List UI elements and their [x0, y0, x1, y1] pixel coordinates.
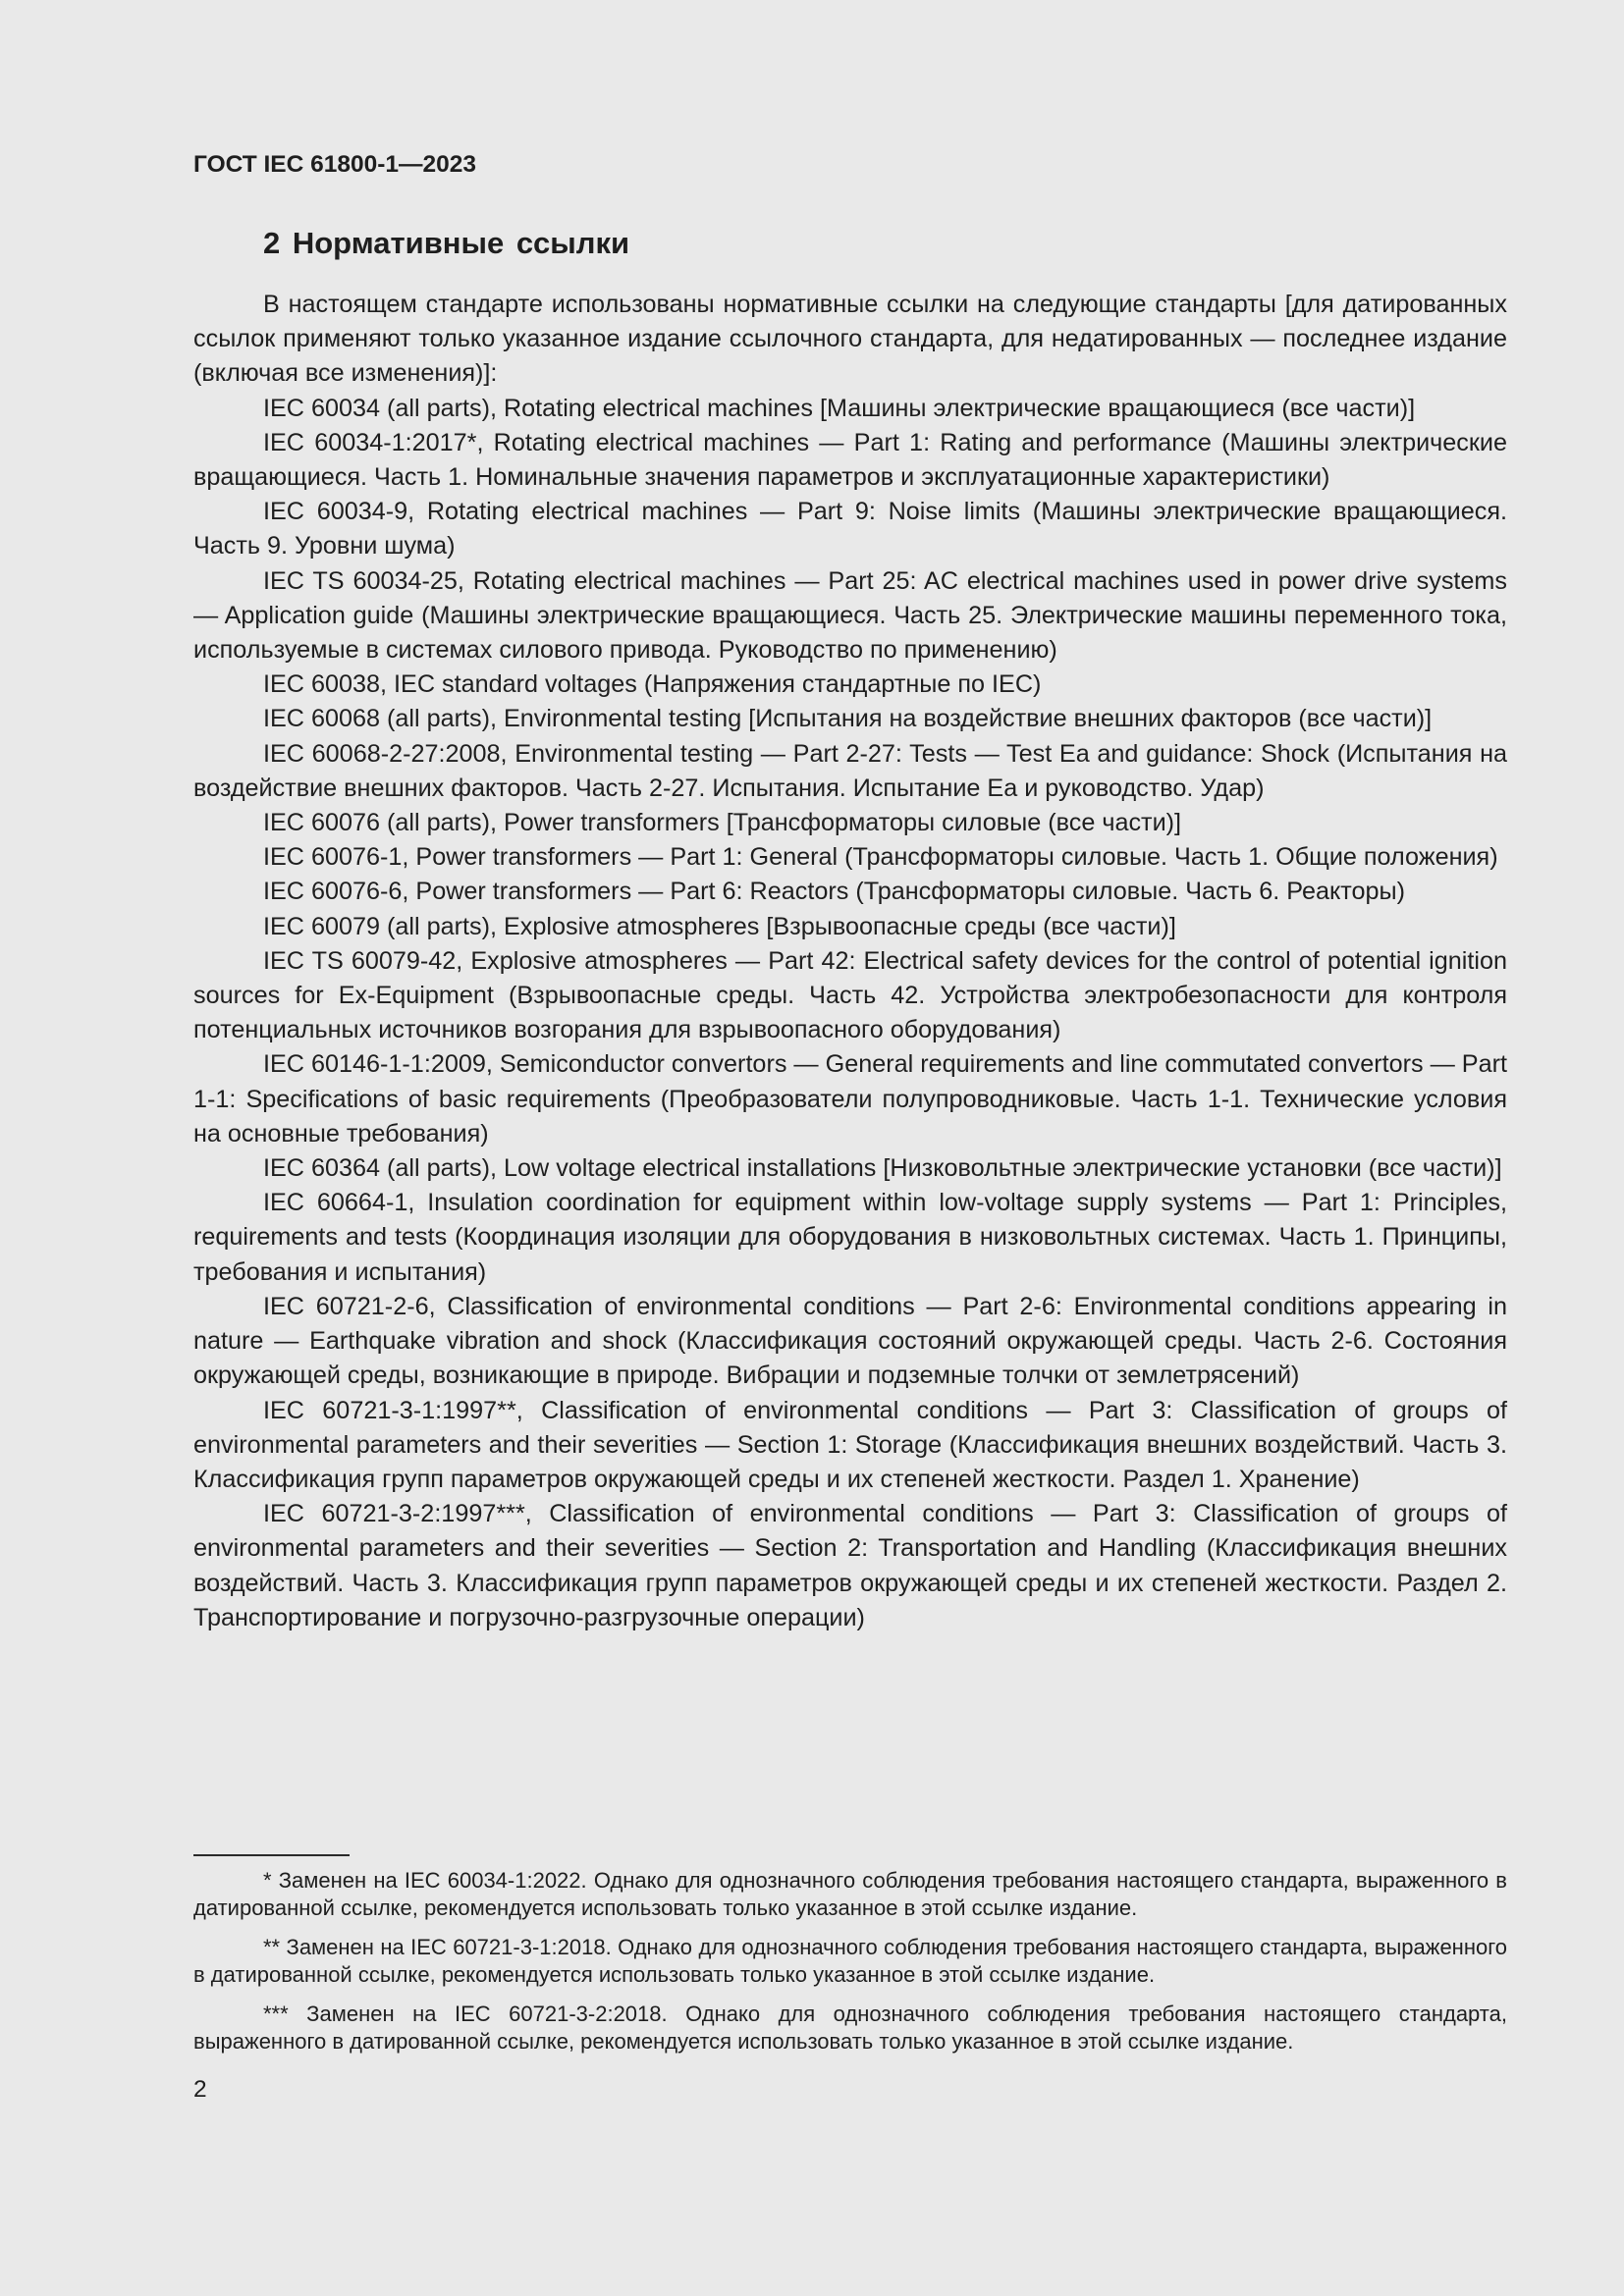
normative-references-body [193, 288, 1507, 1635]
section-title: 2 Нормативные ссылки [263, 226, 630, 260]
footnote-divider [193, 1854, 350, 1856]
reference-item: IEC 60721-3-1:1997**, Classification of environmental conditions — Part 3: Classification of groups of environmental parameters and their severities — Section 1: Storage (Классификация внешних воздействий. Часть 3. Классификация групп параметров окружающей среды и их степеней жесткости. Раздел 1. Хранение) [193, 1396, 1507, 1493]
footnotes [193, 1867, 1507, 2067]
footnote: ** Заменен на IEC 60721-3-1:2018. Однако для однозначного соблюдения требования настоящего стандарта, выраженного в датированной ссылке, рекомендуется использовать только указанное в этой ссылке издание. [193, 1935, 1507, 1987]
reference-item: IEC 60068 (all parts), Environmental testing [Испытания на воздействие внешних факторов (все части)] [263, 705, 1433, 733]
reference-item: IEC TS 60034-25, Rotating electrical machines — Part 25: AC electrical machines used in power drive systems — Application guide (Машины электрические вращающиеся. Часть 25. Электрические машины переменного тока, используемые в системах силового привода. Руководство по применению) [193, 566, 1507, 665]
reference-item: IEC 60034-1:2017*, Rotating electrical machines — Part 1: Rating and performance (Машины электрические вращающиеся. Часть 1. Номинальные значения параметров и эксплуатационные характеристики) [193, 428, 1507, 492]
reference-item: IEC 60068-2-27:2008, Environmental testing — Part 2-27: Tests — Test Ea and guidance: Shock (Испытания на воздействие внешних факторов. Часть 2-27. Испытания. Испытание Ea и руководство. Удар) [193, 739, 1507, 802]
page-number: 2 [193, 2076, 207, 2103]
reference-item: IEC 60034-9, Rotating electrical machines — Part 9: Noise limits (Машины электрические вращающиеся. Часть 9. Уровни шума) [193, 498, 1507, 561]
reference-item: IEC 60664-1, Insulation coordination for equipment within low-voltage supply systems — Part 1: Principles, requirements and tests (Координация изоляции для оборудования в низковольтных системах. Часть 1. Принципы, требования и испытания) [193, 1189, 1507, 1286]
reference-item: IEC 60076-1, Power transformers — Part 1: General (Трансформаторы силовые. Часть 1. Общие положения) [263, 843, 1498, 872]
reference-item: IEC 60038, IEC standard voltages (Напряжения стандартные по IEC) [263, 670, 1042, 699]
reference-item: IEC 60721-3-2:1997***, Classification of environmental conditions — Part 3: Classification of groups of environmental parameters and their severities — Section 2: Transportation and Handling (Классификация внешних воздействий. Часть 3. Классификация групп параметров окружающей среды и их степеней жесткости. Раздел 2. Транспортирование и погрузочно-разгрузочные операции) [193, 1500, 1507, 1631]
reference-item: IEC 60146-1-1:2009, Semiconductor convertors — General requirements and line commutated convertors — Part 1-1: Specifications of basic requirements (Преобразователи полупроводниковые. Часть 1-1. Технические условия на основные требования) [193, 1050, 1507, 1148]
reference-item: IEC 60079 (all parts), Explosive atmospheres [Взрывоопасные среды (все части)] [263, 912, 1176, 940]
footnote: *** Заменен на IEC 60721-3-2:2018. Однако для однозначного соблюдения требования настоящего стандарта, выраженного в датированной ссылке, рекомендуется использовать только указанное в этой ссылке издание. [193, 2002, 1507, 2054]
intro-paragraph: В настоящем стандарте использованы нормативные ссылки на следующие стандарты [для датированных ссылок применяют только указанное издание ссылочного стандарта, для недатированных — последнее издание (включая все изменения)]: [193, 291, 1507, 388]
reference-item: IEC 60076 (all parts), Power transformers [Трансформаторы силовые (все части)] [263, 809, 1182, 837]
reference-item: IEC 60034 (all parts), Rotating electrical machines [Машины электрические вращающиеся (все части)] [263, 394, 1416, 422]
reference-item: IEC 60721-2-6, Classification of environmental conditions — Part 2-6: Environmental conditions appearing in nature — Earthquake vibration and shock (Классификация состояний окружающей среды. Часть 2-6. Состояния окружающей среды, возникающие в природе. Вибрации и подземные толчки от землетрясений) [193, 1292, 1507, 1390]
reference-item: IEC 60076-6, Power transformers — Part 6: Reactors (Трансформаторы силовые. Часть 6. Реакторы) [263, 878, 1406, 906]
reference-item: IEC TS 60079-42, Explosive atmospheres — Part 42: Electrical safety devices for the control of potential ignition sources for Ex-Equipment (Взрывоопасные среды. Часть 42. Устройства электробезопасности для контроля потенциальных источников возгорания для взрывоопасного оборудования) [193, 946, 1507, 1044]
document-header: ГОСТ IEC 61800-1—2023 [193, 151, 477, 178]
footnote: * Заменен на IEC 60034-1:2022. Однако для однозначного соблюдения требования настоящего стандарта, выраженного в датированной ссылке, рекомендуется использовать только указанное в этой ссылке издание. [193, 1868, 1507, 1920]
reference-item: IEC 60364 (all parts), Low voltage electrical installations [Низковольтные электрические установки (все части)] [263, 1154, 1502, 1183]
